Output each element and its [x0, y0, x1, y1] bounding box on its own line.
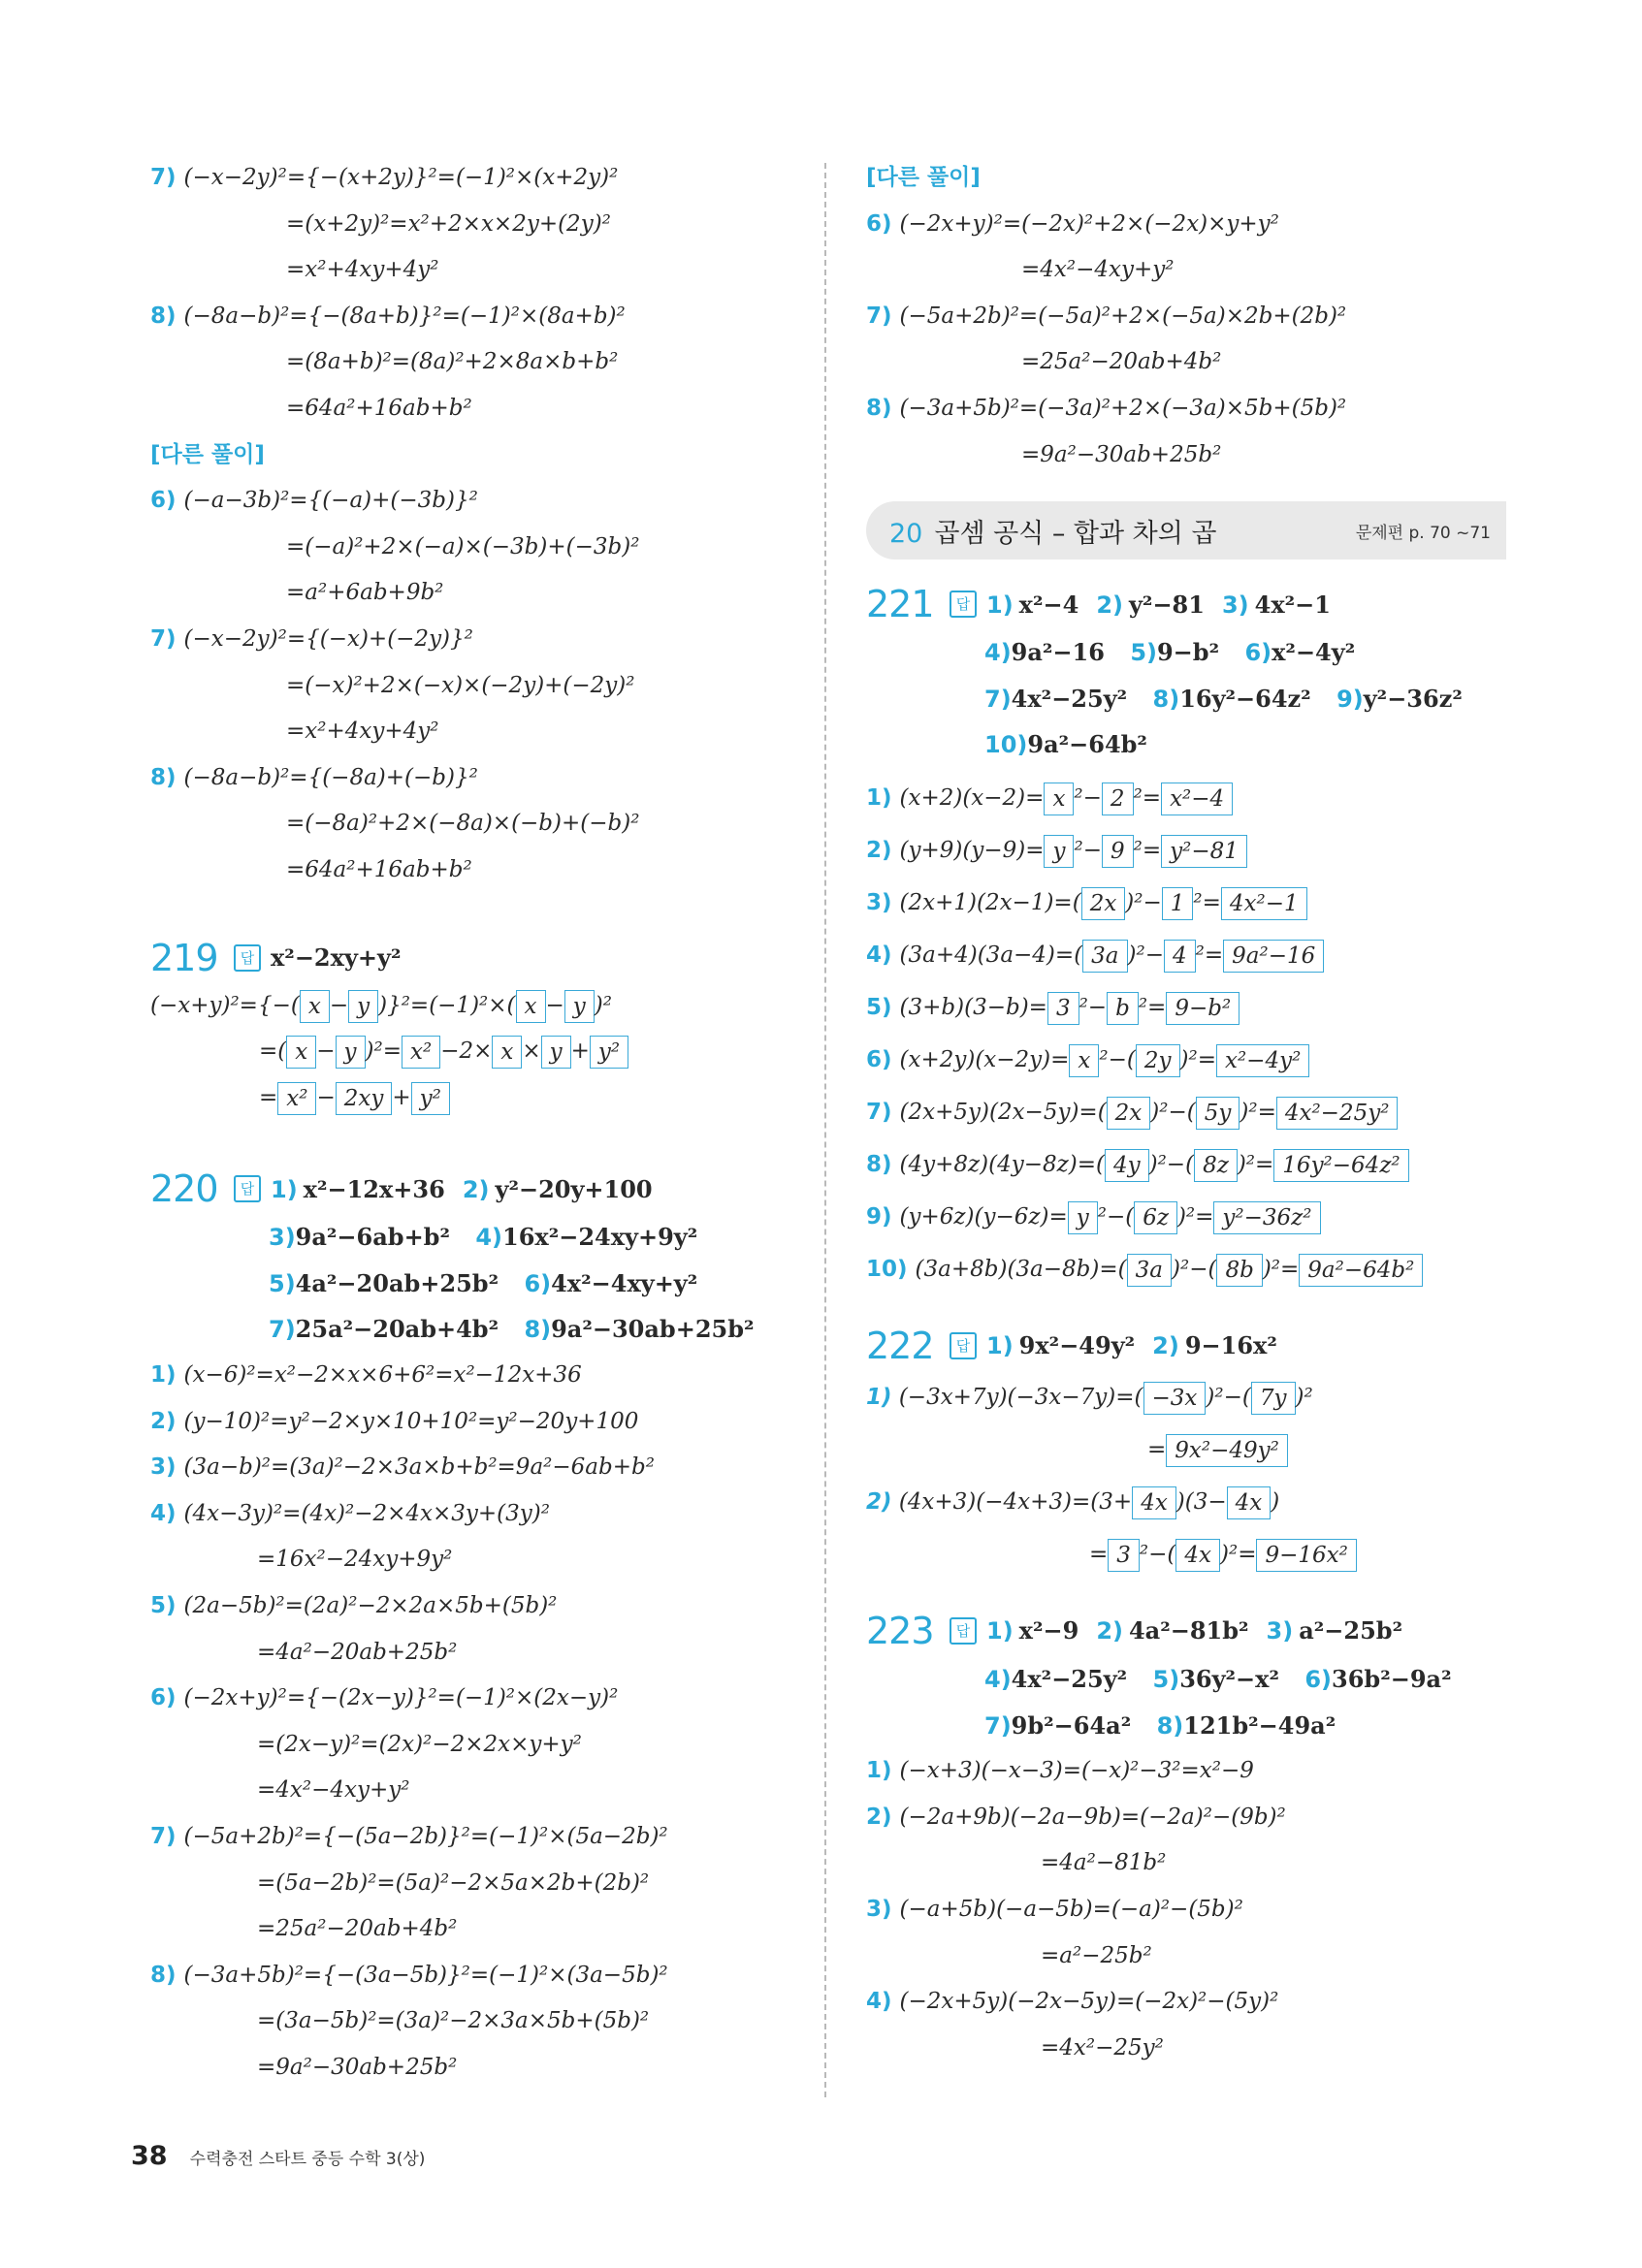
equation-text: =16x²−24xy+9y² — [257, 1547, 453, 1573]
expr-text: = — [259, 1084, 278, 1110]
blank-box: 2x — [1081, 887, 1126, 920]
item-label: 7) — [866, 303, 892, 329]
equation-text: (−x−2y)²={−(x+2y)}²=(−1)²×(x+2y)² — [183, 165, 619, 190]
blank-box: y² — [411, 1082, 450, 1115]
blank-box: 8z — [1194, 1149, 1238, 1182]
equation-text: =(3a−5b)²=(3a)²−2×3a×5b+(5b)² — [257, 2008, 650, 2034]
expr-text: (−3x+7y)(−3x−7y)= — [898, 1384, 1135, 1410]
item-label: 7) — [150, 625, 177, 652]
blank-box: y²−36z² — [1213, 1201, 1320, 1234]
answer-item: 2) y²−20y+100 — [462, 1174, 653, 1203]
answer-item: 4)4x²−25y² — [984, 1664, 1128, 1693]
left-column — [150, 155, 810, 2092]
blank-box: 4x²−25y² — [1276, 1097, 1399, 1130]
expr-text: − — [329, 992, 349, 1018]
equation-line: 5) (3+b)(3−b)= 3 ²− b ²= 9−b² — [866, 981, 1506, 1034]
item-label: 6) — [150, 1685, 177, 1711]
page-number: 38 — [131, 2141, 168, 2171]
item-label: 2) — [866, 1804, 892, 1830]
expr-text: 3− — [1193, 1488, 1227, 1515]
blank-box: y — [541, 1036, 571, 1069]
equation-text: =9a²−30ab+25b² — [257, 2054, 458, 2080]
equation-text: =a²−25b² — [1041, 1942, 1152, 1968]
p219-line-1 — [150, 983, 810, 1030]
expr-text: (2x+5y)(2x−5y)= — [899, 1099, 1098, 1125]
equation-line: 8) (4y+8z)(4y−8z)=( 4y )²−( 8z )²= 16y²−64z² — [866, 1138, 1506, 1191]
equation-line — [866, 202, 1506, 248]
equation-line: 1) (x+2)(x−2)= x ²− 2 ²= x²−4 — [866, 772, 1506, 824]
equation-text: =(5a−2b)²=(5a)²−2×5a×2b+(2b)² — [257, 1869, 650, 1896]
expr-text: )}²=(−1)²×( — [378, 992, 516, 1018]
problem-222-header — [866, 1321, 1506, 1371]
equation-line — [866, 386, 1506, 432]
item-label: 8) — [150, 764, 177, 790]
item-label: 3) — [150, 1454, 177, 1481]
equation-text: =64a²+16ab+b² — [286, 395, 472, 421]
item-label: 1) — [866, 784, 892, 811]
equation-line: 9) (y+6z)(y−6z)= y ²−( 6z )²= y²−36z² — [866, 1191, 1506, 1243]
equation-line — [150, 1399, 810, 1446]
answer-item: 7)4x²−25y² — [984, 684, 1128, 713]
blank-box: x²−4 — [1161, 783, 1233, 815]
blank-box: 3 — [1047, 992, 1079, 1025]
item-label: 4) — [866, 1989, 892, 2015]
solution-block-220 — [150, 1353, 810, 2092]
answer-item: 3) 4x²−1 — [1221, 590, 1331, 619]
blank-box: 8b — [1216, 1254, 1262, 1287]
blank-box: x² — [277, 1082, 316, 1115]
item-label: 9) — [866, 1203, 892, 1230]
solution-block-218 — [150, 155, 810, 432]
item-label: 10) — [866, 1256, 908, 1282]
item-label: 1) — [866, 1758, 892, 1784]
blank-box: 6z — [1134, 1201, 1177, 1234]
equation-text: (−8a−b)²={−(8a+b)}²=(−1)²×(8a+b)² — [183, 303, 626, 329]
book-title: 수력충전 스타트 중등 수학 3(상) — [189, 2150, 426, 2169]
item-label: 8) — [150, 303, 177, 329]
equation-line — [150, 1998, 810, 2045]
equation-line: 4) (3a+4)(3a−4)=( 3a )²− 4 ²= 9a²−16 — [866, 929, 1506, 981]
blank-box: 2xy — [336, 1082, 393, 1115]
answer-item: 2) y²−81 — [1096, 590, 1205, 619]
section-page-ref: 문제편 p. 70 ~71 — [1355, 523, 1491, 543]
item-label: 2) — [866, 837, 892, 863]
problem-number: 220 — [150, 1167, 218, 1211]
blank-box: 5y — [1196, 1097, 1240, 1130]
answer-value: x²−2xy+y² — [271, 943, 402, 972]
blank-box: x — [286, 1036, 316, 1069]
answer-item: 6)x²−4y² — [1244, 638, 1356, 667]
equation-line — [150, 709, 810, 755]
equation-line — [150, 1768, 810, 1814]
blank-box: 7y — [1251, 1382, 1296, 1415]
expr-text: (4x+3)(−4x+3)= — [898, 1488, 1091, 1515]
item-label: 1) — [866, 1384, 892, 1410]
equation-text: (−8a−b)²={(−8a)+(−b)}² — [183, 764, 478, 790]
problem-number: 222 — [866, 1324, 934, 1367]
blank-box: x — [300, 990, 330, 1023]
equation-text: =4x²−4xy+y² — [1021, 257, 1175, 283]
equation-line — [150, 617, 810, 663]
item-label: 1) — [150, 1362, 177, 1389]
expr-text: (−x+y)²={−( — [150, 992, 300, 1018]
answer-line — [150, 1214, 810, 1261]
item-label: 3) — [866, 1896, 892, 1922]
answer-item: 5)36y²−x² — [1152, 1664, 1279, 1693]
equation-text: (−5a+2b)²={−(5a−2b)}²=(−1)²×(5a−2b)² — [183, 1824, 668, 1849]
equation-text: =x²+4xy+4y² — [286, 719, 439, 745]
equation-text: =64a²+16ab+b² — [286, 856, 472, 882]
equation-line — [150, 1583, 810, 1630]
equation-text: (3a−b)²=(3a)²−2×3a×b+b²=9a²−6ab+b² — [183, 1454, 655, 1481]
equation-line — [866, 247, 1506, 294]
blank-box: 4y — [1105, 1149, 1149, 1182]
problem-number: 223 — [866, 1609, 934, 1652]
equation-line — [866, 339, 1506, 386]
equation-text: =a²+6ab+9b² — [286, 580, 444, 606]
blank-box: 4x — [1132, 1486, 1176, 1519]
section-header — [866, 501, 1506, 559]
expr-text: (3a+4)(3a−4)= — [899, 942, 1075, 968]
equation-line — [150, 801, 810, 847]
expr-text: 3+ — [1099, 1488, 1133, 1515]
blank-box: y²−81 — [1161, 835, 1247, 868]
equation-line — [150, 525, 810, 571]
answer-item: 4)9a²−16 — [984, 638, 1105, 667]
answer-badge: 답 — [950, 1332, 977, 1359]
blank-box: x — [516, 990, 546, 1023]
equation-line — [866, 1748, 1506, 1795]
answer-item: 3) a²−25b² — [1266, 1616, 1403, 1645]
alt-solution-title: [다른 풀이] — [866, 165, 981, 190]
solution-block-221 — [866, 772, 1506, 1295]
equation-text: (y−10)²=y²−2×y×10+10²=y²−20y+100 — [183, 1408, 639, 1434]
equation-text: =4x²−25y² — [1041, 2034, 1164, 2060]
equation-line — [150, 478, 810, 525]
problem-223-header — [866, 1606, 1506, 1656]
equation-text: (x−6)²=x²−2×x×6+6²=x²−12x+36 — [183, 1362, 582, 1389]
blank-box: 9a²−64b² — [1299, 1254, 1423, 1287]
expr-text: − — [316, 1038, 336, 1065]
blank-box: x — [1044, 783, 1074, 815]
blank-box: 4x — [1227, 1486, 1272, 1519]
item-label: 7) — [150, 165, 177, 190]
equation-text: (−3a+5b)²=(−3a)²+2×(−3a)×5b+(5b)² — [899, 395, 1347, 421]
equation-line: 3) (2x+1)(2x−1)=( 2x )²− 1 ²= 4x²−1 — [866, 877, 1506, 929]
equation-text: (−2x+y)²={−(2x−y)}²=(−1)²×(2x−y)² — [183, 1685, 619, 1711]
blank-box: 9x²−49y² — [1166, 1434, 1288, 1467]
equation-line — [866, 1933, 1506, 1980]
blank-box: 9a²−16 — [1223, 940, 1324, 973]
equation-line — [150, 1445, 810, 1491]
answer-item: 6)36b²−9a² — [1304, 1664, 1452, 1693]
equation-text: =25a²−20ab+4b² — [257, 1916, 458, 1942]
blank-box: y — [1068, 1201, 1098, 1234]
blank-box: y — [564, 990, 595, 1023]
problem-number: 221 — [866, 583, 934, 626]
answer-item: 8)16y²−64z² — [1152, 684, 1311, 713]
item-label: 6) — [150, 488, 177, 514]
equation-line — [866, 294, 1506, 340]
equation-line — [150, 663, 810, 710]
equation-line — [150, 1676, 810, 1722]
item-label: 5) — [150, 1593, 177, 1619]
equation-line — [150, 1906, 810, 1953]
p222-line-1: 1) (−3x+7y)(−3x−7y)=( −3x )²−( 7y )² — [866, 1371, 1506, 1423]
item-label: 7) — [150, 1824, 177, 1849]
answer-item: 1) x²−9 — [986, 1616, 1079, 1645]
answer-item: 7)25a²−20ab+4b² — [269, 1315, 499, 1344]
equation-text: =(−8a)²+2×(−8a)×(−b)+(−b)² — [286, 811, 640, 837]
equation-text: =25a²−20ab+4b² — [1021, 349, 1222, 375]
equation-text: (−x−2y)²={(−x)+(−2y)}² — [183, 625, 473, 652]
equation-text: (−x+3)(−x−3)=(−x)²−3²=x²−9 — [899, 1758, 1254, 1784]
blank-box: 3a — [1127, 1254, 1172, 1287]
equation-line — [150, 339, 810, 386]
answer-item: 6)4x²−4xy+y² — [524, 1268, 698, 1297]
blank-box: x — [492, 1036, 522, 1069]
equation-text: =4a²−20ab+25b² — [257, 1639, 458, 1665]
column-divider — [824, 163, 826, 2097]
blank-box: 4 — [1164, 940, 1196, 973]
section-title — [889, 512, 1217, 550]
equation-line — [150, 202, 810, 248]
blank-box: x — [1069, 1044, 1099, 1077]
equation-line — [150, 2045, 810, 2092]
equation-line — [150, 755, 810, 802]
equation-text: =(8a+b)²=(8a)²+2×8a×b+b² — [286, 349, 619, 375]
expr-text: )²= — [365, 1038, 402, 1065]
expr-text: −2× — [440, 1038, 493, 1065]
equation-line — [150, 386, 810, 432]
expr-text: )² — [594, 992, 612, 1018]
right-column — [866, 155, 1506, 2071]
expr-text: (y+6z)(y−6z)= — [899, 1203, 1068, 1230]
answer-badge: 답 — [950, 1617, 977, 1645]
answer-badge: 답 — [234, 1175, 261, 1202]
blank-box: 9 — [1102, 835, 1134, 868]
blank-box: 3 — [1108, 1539, 1140, 1572]
problem-220-header — [150, 1164, 810, 1214]
blank-box: 4x²−1 — [1221, 887, 1307, 920]
blank-box: 9−16x² — [1256, 1539, 1356, 1572]
answer-badge: 답 — [234, 944, 261, 972]
equation-line — [150, 1953, 810, 1999]
equation-text: =(−a)²+2×(−a)×(−3b)+(−3b)² — [286, 533, 640, 559]
item-label: 4) — [150, 1500, 177, 1526]
equation-text: =4a²−81b² — [1041, 1850, 1167, 1876]
equation-line: 6) (x+2y)(x−2y)= x ²−( 2y )²= x²−4y² — [866, 1034, 1506, 1086]
answer-line — [866, 676, 1506, 722]
equation-text: =(2x−y)²=(2x)²−2×2x×y+y² — [257, 1731, 582, 1757]
p219-line-2: =( x − y )²= x² −2× x × y + y² — [150, 1029, 810, 1075]
equation-line — [866, 432, 1506, 479]
equation-line: 7) (2x+5y)(2x−5y)=( 2x )²−( 5y )²= 4x²−25y² — [866, 1086, 1506, 1138]
answer-item: 1) x²−4 — [986, 590, 1079, 619]
equation-line — [866, 1840, 1506, 1887]
blank-box: 3a — [1082, 940, 1127, 973]
answer-item: 2) 4a²−81b² — [1096, 1616, 1249, 1645]
answer-line — [150, 1261, 810, 1307]
answer-item: 8)121b²−49a² — [1156, 1710, 1336, 1740]
answer-line — [866, 721, 1506, 768]
blank-box: x² — [402, 1036, 440, 1069]
blank-box: y — [1044, 835, 1074, 868]
expr-text: (3a+8b)(3a−8b)= — [915, 1256, 1118, 1282]
equation-text: (2a−5b)²=(2a)²−2×2a×5b+(5b)² — [183, 1593, 558, 1619]
equation-line: 10) (3a+8b)(3a−8b)=( 3a )²−( 8b )²= 9a²−64b² — [866, 1243, 1506, 1295]
expr-text: (x+2y)(x−2y)= — [899, 1046, 1070, 1072]
equation-text: (4x−3y)²=(4x)²−2×4x×3y+(3y)² — [183, 1500, 550, 1526]
blank-box: 16y²−64z² — [1273, 1149, 1408, 1182]
p222-line-3: 2) (4x+3)(−4x+3)=(3+ 4x )(3− 4x ) — [866, 1476, 1506, 1528]
item-label: 8) — [866, 395, 892, 421]
answer-line — [866, 1703, 1506, 1749]
equation-text: =9a²−30ab+25b² — [1021, 441, 1222, 467]
answer-item: 4)16x²−24xy+9y² — [475, 1223, 698, 1252]
answer-line — [150, 1306, 810, 1353]
equation-line — [150, 1814, 810, 1861]
item-label: 2) — [866, 1488, 892, 1515]
equation-line — [150, 1722, 810, 1769]
expr-text: (2x+1)(2x−1)= — [899, 889, 1073, 915]
expr-text: − — [545, 992, 564, 1018]
equation-line — [150, 570, 810, 617]
blank-box: y² — [590, 1036, 628, 1069]
expr-text: (x+2)(x−2)= — [899, 784, 1045, 811]
p222-line-4: = 3 ²−( 4x )²= 9−16x² — [866, 1528, 1506, 1581]
section-number: 20 — [889, 518, 923, 549]
expr-text: (4y+8z)(4y−8z)= — [899, 1151, 1096, 1177]
equation-text: =(−x)²+2×(−x)×(−2y)+(−2y)² — [286, 672, 635, 698]
item-label: 6) — [866, 210, 892, 237]
equation-line — [150, 1861, 810, 1907]
item-label: 5) — [866, 994, 892, 1020]
blank-box: 2y — [1136, 1044, 1180, 1077]
blank-box: −3x — [1143, 1382, 1207, 1415]
solution-block-223 — [866, 1748, 1506, 2071]
equation-text: (−2x+5y)(−2x−5y)=(−2x)²−(5y)² — [899, 1989, 1279, 2015]
equation-line — [150, 155, 810, 202]
equation-line — [150, 247, 810, 294]
equation-line — [866, 1887, 1506, 1933]
item-label: 3) — [866, 889, 892, 915]
equation-line — [866, 2026, 1506, 2072]
answer-item: 1) x²−12x+36 — [271, 1174, 445, 1203]
expr-text: =( — [259, 1038, 287, 1065]
equation-line — [150, 1353, 810, 1399]
alt-solution-block — [866, 202, 1506, 479]
answer-item: 7)9b²−64a² — [984, 1710, 1132, 1740]
equation-text: (−3a+5b)²={−(3a−5b)}²=(−1)²×(3a−5b)² — [183, 1962, 668, 1988]
answer-line — [866, 629, 1506, 676]
alt-solution-title: [다른 풀이] — [150, 441, 265, 467]
problem-221-header — [866, 579, 1506, 629]
blank-box: 4x — [1175, 1539, 1220, 1572]
blank-box: 1 — [1162, 887, 1194, 920]
equation-line — [866, 1979, 1506, 2026]
expr-text: (3+b)(3−b)= — [899, 994, 1047, 1020]
p219-line-3: = x² − 2xy + y² — [150, 1075, 810, 1122]
section-title-text: 곱셈 공식 – 합과 차의 곱 — [934, 518, 1217, 549]
equation-line — [150, 847, 810, 894]
item-label: 7) — [866, 1099, 892, 1125]
problem-number: 219 — [150, 936, 218, 979]
alt-solution-block — [150, 478, 810, 893]
answer-item: 5)9−b² — [1130, 638, 1220, 667]
expr-text: (y+9)(y−9)= — [899, 837, 1045, 863]
answer-item: 2) 9−16x² — [1152, 1331, 1277, 1360]
item-label: 6) — [866, 1046, 892, 1072]
equation-line — [866, 1795, 1506, 1841]
blank-box: 2x — [1107, 1097, 1151, 1130]
p222-line-2: = 9x²−49y² — [866, 1423, 1506, 1476]
answer-item: 9)y²−36z² — [1336, 684, 1463, 713]
answer-item: 8)9a²−30ab+25b² — [524, 1315, 755, 1344]
equation-text: (−2a+9b)(−2a−9b)=(−2a)²−(9b)² — [899, 1804, 1286, 1830]
equation-line — [150, 1537, 810, 1583]
equation-text: (−2x+y)²=(−2x)²+2×(−2x)×y+y² — [899, 210, 1279, 237]
answer-badge: 답 — [950, 591, 977, 618]
blank-box: y — [336, 1036, 366, 1069]
blank-box: x²−4y² — [1216, 1044, 1309, 1077]
item-label: 8) — [866, 1151, 892, 1177]
equation-text: (−a+5b)(−a−5b)=(−a)²−(5b)² — [899, 1896, 1243, 1922]
equation-line: 2) (y+9)(y−9)= y ²− 9 ²= y²−81 — [866, 824, 1506, 877]
page-footer — [131, 2141, 425, 2171]
answer-item: 5)4a²−20ab+25b² — [269, 1268, 499, 1297]
blank-box: b — [1107, 992, 1139, 1025]
blank-box: 9−b² — [1166, 992, 1240, 1025]
equation-line — [150, 1630, 810, 1677]
item-label: 8) — [150, 1962, 177, 1988]
item-label: 4) — [866, 942, 892, 968]
problem-219-header — [150, 933, 810, 983]
item-label: 2) — [150, 1408, 177, 1434]
equation-line — [150, 1491, 810, 1538]
equation-text: (−a−3b)²={(−a)+(−3b)}² — [183, 488, 478, 514]
blank-box: y — [348, 990, 378, 1023]
answer-item: 3)9a²−6ab+b² — [269, 1223, 450, 1252]
equation-text: =4x²−4xy+y² — [257, 1777, 410, 1804]
equation-text: =(x+2y)²=x²+2×x×2y+(2y)² — [286, 210, 611, 237]
answer-line — [866, 1656, 1506, 1703]
blank-box: 2 — [1102, 783, 1134, 815]
equation-line — [150, 294, 810, 340]
equation-text: (−5a+2b)²=(−5a)²+2×(−5a)×2b+(2b)² — [899, 303, 1347, 329]
equation-text: =x²+4xy+4y² — [286, 257, 439, 283]
answer-item: 1) 9x²−49y² — [986, 1331, 1136, 1360]
answer-item: 10)9a²−64b² — [984, 730, 1147, 759]
